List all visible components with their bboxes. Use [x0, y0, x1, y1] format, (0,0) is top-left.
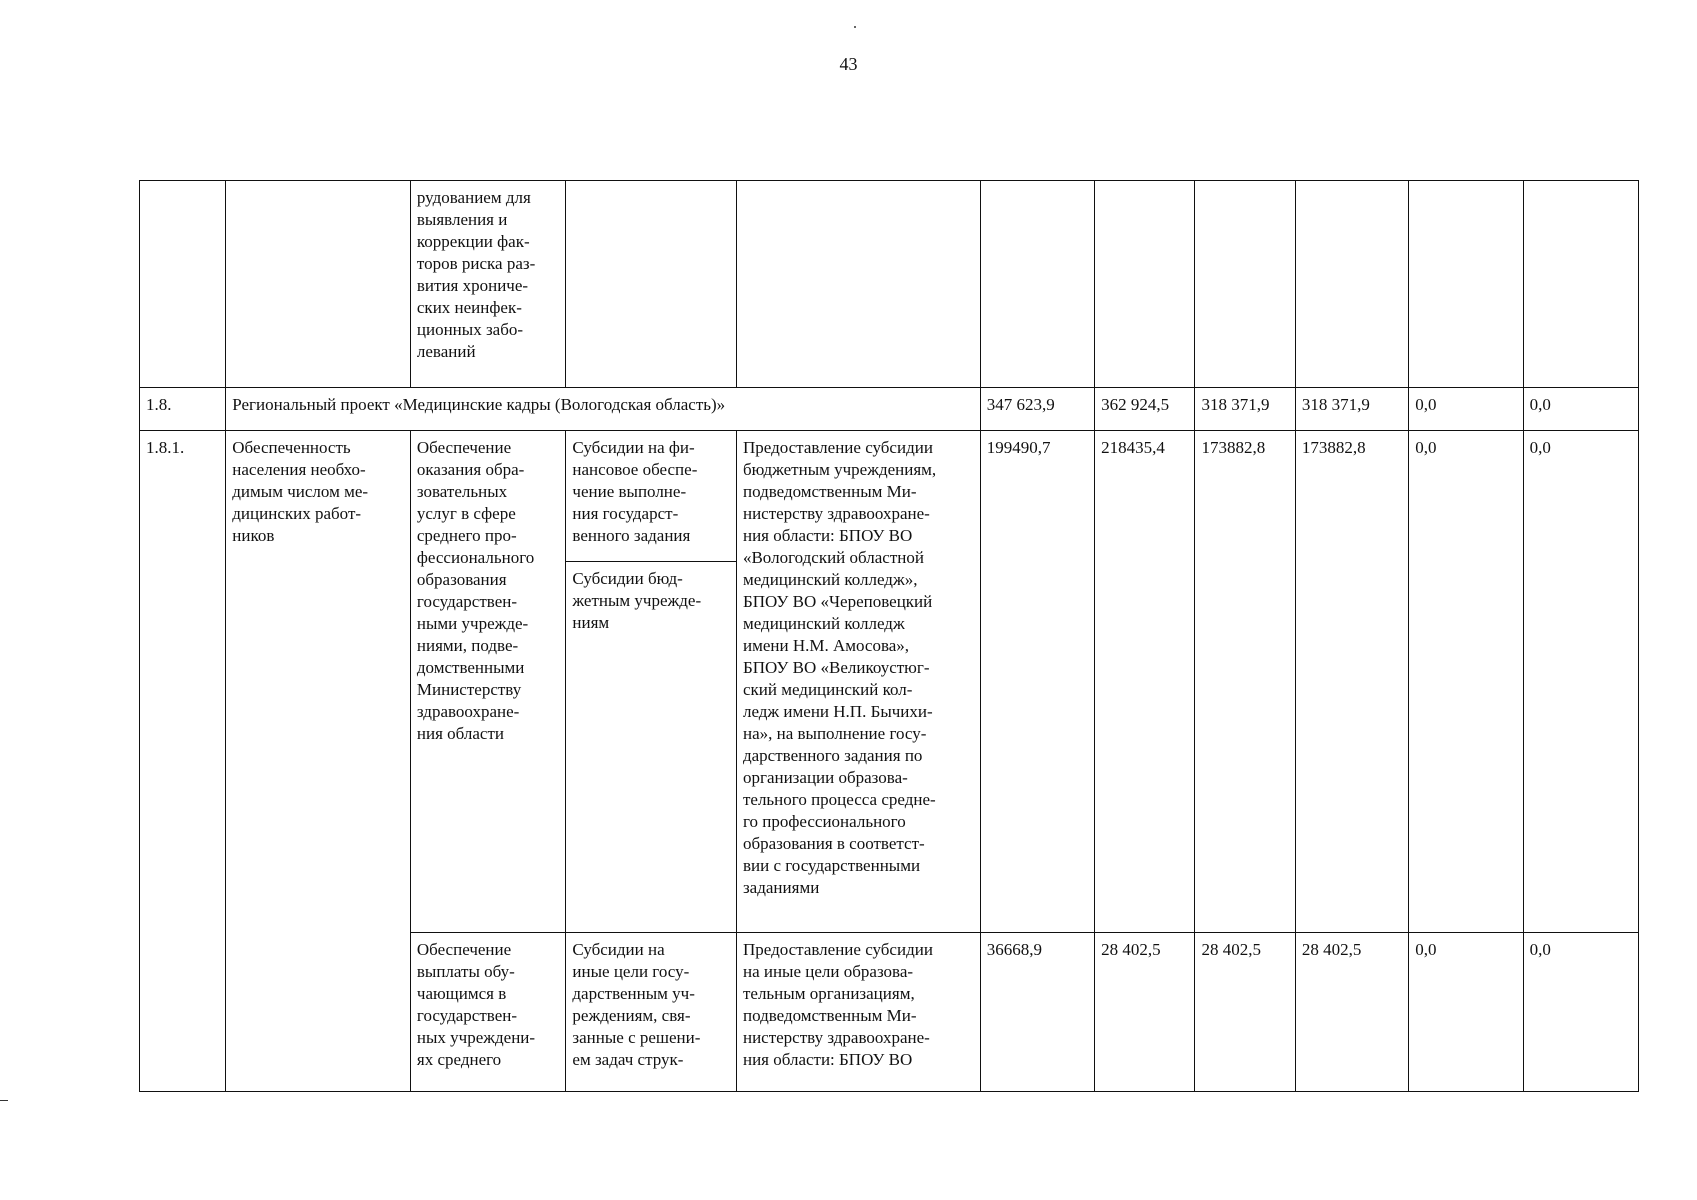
cell-value	[1523, 181, 1638, 388]
cell-subsidy-type	[566, 181, 737, 388]
cell-subsidy-type: Субсидии на иные цели госу- дарственным уч- реждениям, свя- занные с решени- ем задач струк-	[566, 933, 737, 1092]
cell-value: 0,0	[1523, 431, 1638, 933]
cell-value	[1195, 181, 1295, 388]
cell-goal: Обеспеченность населения необхо- димым числом ме- дицинских работ- ников	[226, 431, 411, 1092]
cell-value: 347 623,9	[980, 388, 1094, 431]
cell-description: Предоставление субсидии на иные цели образова- тельным организациям, подведомственным Ми- нистерству здравоохране- ния области: БПОУ ВО	[736, 933, 980, 1092]
cell-value: 362 924,5	[1095, 388, 1195, 431]
cell-number	[140, 181, 226, 388]
cell-value: 0,0	[1523, 388, 1638, 431]
budget-table	[139, 180, 1639, 1092]
cell-activity: Обеспечение выплаты обу- чающимся в государствен- ных учреждени- ях среднего	[410, 933, 566, 1092]
cell-value: 199490,7	[980, 431, 1094, 933]
cell-value	[1409, 181, 1523, 388]
table-row-continuation	[140, 181, 1639, 388]
cell-value: 318 371,9	[1195, 388, 1295, 431]
cell-goal	[226, 181, 411, 388]
cell-subsidy-type: Субсидии на фи- нансовое обеспе- чение выполне- ния государст- венного задания	[566, 431, 737, 562]
cell-project-title: Региональный проект «Медицинские кадры (Вологодская область)»	[226, 388, 981, 431]
margin-mark	[0, 1100, 8, 1101]
cell-value: 0,0	[1409, 431, 1523, 933]
cell-value: 0,0	[1523, 933, 1638, 1092]
cell-activity: Обеспечение оказания обра- зовательных услуг в сфере среднего про- фессионального образования государствен- ными учрежде- ниями, подве- домственными Министерству здравоохране- ния области	[410, 431, 566, 933]
cell-description	[736, 181, 980, 388]
cell-value: 218435,4	[1095, 431, 1195, 933]
cell-value: 0,0	[1409, 933, 1523, 1092]
cell-value	[1295, 181, 1408, 388]
cell-value: 28 402,5	[1095, 933, 1195, 1092]
cell-number: 1.8.	[140, 388, 226, 431]
cell-value	[980, 181, 1094, 388]
table-row-project	[140, 388, 1639, 431]
cell-number: 1.8.1.	[140, 431, 226, 1092]
cell-value: 173882,8	[1295, 431, 1408, 933]
cell-value: 36668,9	[980, 933, 1094, 1092]
table-row-1-8-1	[140, 431, 1639, 562]
scan-speck	[854, 26, 856, 28]
cell-activity: рудованием для выявления и коррекции фак- торов риска раз- вития хрониче- ских неинфек- ционных забо- леваний	[410, 181, 566, 388]
cell-value: 173882,8	[1195, 431, 1295, 933]
cell-subsidy-type: Субсидии бюд- жетным учрежде- ниям	[566, 562, 737, 933]
cell-value	[1095, 181, 1195, 388]
cell-value: 318 371,9	[1295, 388, 1408, 431]
cell-value: 0,0	[1409, 388, 1523, 431]
cell-description: Предоставление субсидии бюджетным учреждениям, подведомственным Ми- нистерству здравоохране- ния области: БПОУ ВО «Вологодский областной медицинский колледж», БПОУ ВО «Череповецкий медицинский колледж имени Н.М. Амосова», БПОУ ВО «Великоустюг- ский медицинский кол- ледж имени Н.П. Бычихи- на», на выполнение госу- дарственного задания по организации образова- тельного процесса средне- го профессионального образования в соответст- вии с государственными заданиями	[736, 431, 980, 933]
page-number: 43	[839, 54, 858, 74]
cell-value: 28 402,5	[1195, 933, 1295, 1092]
cell-value: 28 402,5	[1295, 933, 1408, 1092]
